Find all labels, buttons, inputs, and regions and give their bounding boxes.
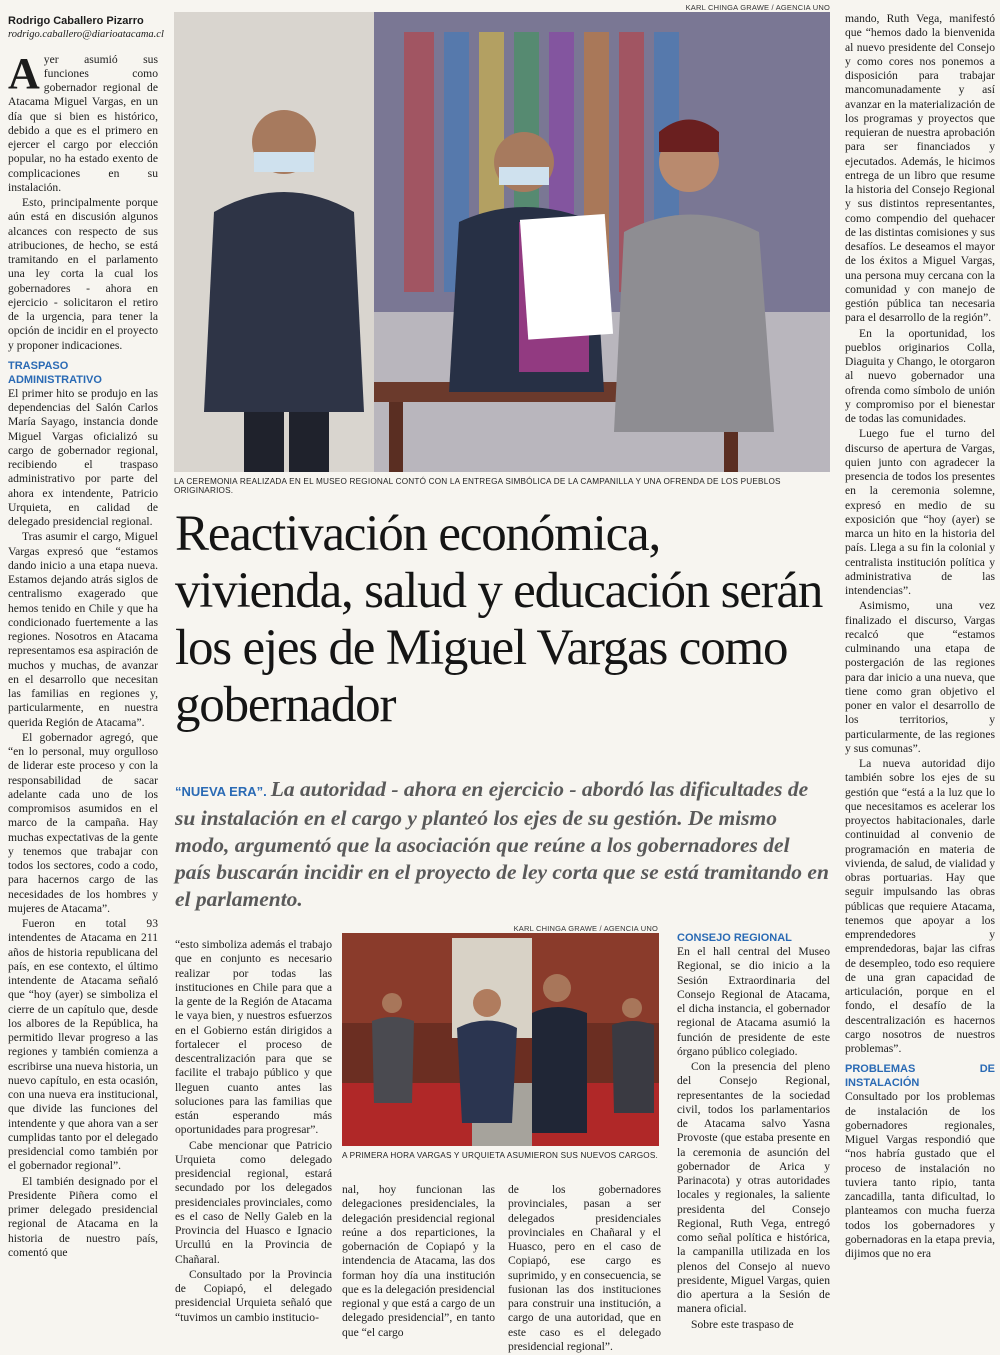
paragraph: El también designado por el Presidente Piñera como el primer delegado presidencial regional de Atacama en la historia de nuestro país, comentó que: [8, 1174, 158, 1259]
column-3: [342, 1183, 495, 1341]
byline-author: Rodrigo Caballero Pizarro: [8, 15, 144, 27]
paragraph: Asimismo, una vez finalizado el discurso, Vargas recalcó que “estamos culminando una etapa de postergación de las regiones para dar inicio a una nueva, que tiene como gran objetivo el poner en valor el desarrollo de los territorios, y particularmente, de las regiones y sus comunas”.: [845, 599, 995, 755]
column-5: [677, 931, 830, 1333]
second-photo: [342, 933, 659, 1146]
main-photo-credit: KARL CHINGA GRAWE / AGENCIA UNO: [685, 3, 830, 12]
section-heading-problemas: PROBLEMAS DE INSTALACIÓN: [845, 1063, 995, 1090]
section-heading-traspaso: TRASPASO ADMINISTRATIVO: [8, 359, 102, 386]
column-1: [8, 14, 164, 1261]
lede-tag: “NUEVA ERA”.: [175, 784, 267, 799]
paragraph: mando, Ruth Vega, manifestó que “hemos dado la bienvenida al nuevo presidente del Consejo y como cores nos ponemos a disposición para trabajar mancomunadamente y así avanzar en la materialización de los programas y proyectos que requieran de nuestra aprobación para ser financiados y ejecutados. Además, le hicimos entrega de un libro que resume la historia del Consejo Regional y sus distintos representantes, como compendio del quehacer de las distintas comisiones y sus desafíos. Le deseamos el mayor de los éxitos a Miguel Vargas, una persona muy cercana con la comunidad y con manejo de gestión pública tan necesaria para el desarrollo de la región”.: [845, 12, 995, 325]
paragraph: El primer hito se produjo en las dependencias del Salón Carlos María Sayago, instancia donde Miguel Vargas oficializó su cargo de gobernador regional, recibiendo el traspaso administrativo por parte del ahora ex intendente, Patricio Urquieta, en calidad de delegado presidencial regional.: [8, 386, 158, 528]
handshake-illustration: [342, 933, 659, 1146]
byline-email: rodrigo.caballero@diarioatacama.cl: [8, 29, 164, 41]
paragraph: Consultado por los problemas de instalación de los gobernadores regionales, Miguel Vargas respondió que “nos habría gustado que el proceso de instalación no tuviera tanto ripio, tanta zancadilla, tanta dificultad, lo planteamos con mucha fuerza todos los gobernadores y gobernadoras en la etapa previa, dijimos que no era: [845, 1090, 995, 1260]
paragraph: El gobernador agregó, que “en lo personal, muy orgulloso de liderar este proceso y con la responsabilidad de sacar adelante cada uno de los compromisos asumidos en el marco de la campaña. Hay muchas expectativas de la gente y tenemos que trabajar con todos los sectores, codo a codo, para hacernos cargo de las necesidades de los hombres y mujeres de Atacama”.: [8, 730, 158, 915]
paragraph: Sobre este traspaso de: [691, 1317, 794, 1331]
paragraph: Luego fue el turno del discurso de apertura de Vargas, quien junto con agradecer la presencia de todos los presentes en la ceremonia solemne, expresó en medio de su exposición que “hoy (ayer) se marca un hito en la historia del país. Llega a su fin la colonial y centralista institución política y administrativa de las intendencias”.: [845, 427, 995, 597]
paragraph: Ayer asumió sus funciones como gobernador regional de Atacama Miguel Vargas, en un día que si bien es histórico, debido a que es el primero en ejercer el cargo por elección popular, no ha estado exento de complicaciones en su instalación.: [8, 48, 158, 194]
paragraph: Tras asumir el cargo, Miguel Vargas expresó que “estamos dando inicio a una etapa nueva. Estamos dejando atrás siglos de centralismo exagerado que hemos tenido en Chile y que ha condicionado fuertemente a las regiones. Nosotros en Atacama representamos esa aspiración de muchos y muchas, de avanzar en el desarrollo que necesitan las familias en regiones y, particularmente, en nuestra querida Región de Atacama”.: [8, 530, 158, 729]
paragraph: de los gobernadores provinciales, pasan a ser delegados presidenciales provinciales en Chañaral y el Huasco, pero en el caso de Copiapó, ese cargo es suprimido, y en consecuencia, se fusionan las dos instituciones para construir una institución, a cargo de una autoridad, que en este caso es el delegado presidencial regional”.: [508, 1183, 661, 1353]
ceremony-illustration: [174, 12, 830, 472]
paragraph: Fueron en total 93 intendentes de Atacama en 211 años de historia republicana del país, en ese contexto, el último intendente de Atacama señaló que “hoy (ayer) se simboliza el cierre de un capítulo que, desde los albores de la República, ha permitido llevar progreso a las regiones y también comienza a escribirse una nueva historia, un nuevo capítulo, en esta ocasión, con una nueva era institucional, que divide las funciones del intendente y que ahora van a ser cumplidas tanto por el delegado presidencial como también por el gobernador regional”.: [8, 917, 158, 1173]
main-photo: [174, 12, 830, 472]
headline: Reactivación económica, vivienda, salud y educación serán los ejes de Miguel Vargas como gobernador: [175, 506, 823, 733]
column-2: [175, 938, 332, 1326]
paragraph: nal, hoy funcionan las delegaciones presidenciales, la delegación presidencial regional reúne a dos reparticiones, la gobernación de Copiapó y la intendencia de Atacama, las dos forman hoy día una institución que es la delegación presidencial regional y que está a cargo de un delegado presidencial”, en tanto que “el cargo: [342, 1183, 495, 1339]
second-photo-caption: A PRIMERA HORA VARGAS Y URQUIETA ASUMIERON SUS NUEVOS CARGOS.: [342, 1151, 658, 1160]
paragraph: Consultado por la Provincia de Copiapó, el delegado presidencial Urquieta señaló que “tuvimos un cambio institucio-: [175, 1267, 332, 1324]
paragraph: En el hall central del Museo Regional, se dio inicio a la Sesión Extraordinaria del Consejo Regional de Atacama, el dicha instancia, el gobernador regional de Atacama asumió la función de presidente de este órgano público colegiado.: [677, 945, 830, 1058]
section-heading-consejo: CONSEJO REGIONAL: [677, 932, 792, 944]
paragraph: Cabe mencionar que Patricio Urquieta como delegado presidencial regional, estará secundado por los delegados presidenciales provinciales, como es el caso de Nelly Galeb en la Provincia del Huasco e Ignacio Urcullú en la Provincia de Chañaral.: [175, 1138, 332, 1266]
column-4: [508, 1183, 661, 1355]
second-photo-credit: KARL CHINGA GRAWE / AGENCIA UNO: [513, 924, 658, 933]
column-6: [845, 12, 995, 1262]
paragraph: Con la presencia del pleno del Consejo Regional, representantes de la sociedad civil, todos los parlamentarios de Atacama salvo Yasna Provoste (que estaba presente en la ceremonia de asunción del gobernador de Arica y Parinacota) y otras autoridades locales y regionales, la saliente presidenta del Consejo Regional, Ruth Vega, entregó como señal política e histórica, la campanilla utilizada en los plenos del Consejo al nuevo presidente, Miguel Vargas, quien dio apertura a la Sesión de manera oficial.: [677, 1060, 830, 1316]
drop-cap: A: [8, 48, 40, 98]
paragraph: La nueva autoridad dijo también sobre los ejes de su gestión que “está a la luz que lo que necesitamos es acelerar los proyectos habitacionales, darle continuidad al convenio de programación en materia de vivienda, de salud, de vialidad y obras portuarias. Hay que seguir impulsando las obras públicas que requiere Atacama, tenemos que apoyar a los emprendedores y emprendedoras, bajar las cifras de desempleo, todo eso requiere de una gran capacidad de articulación, porque en el fondo, el desafío de la descentralización es hacernos cargo nosotros de nuestros problemas”.: [845, 757, 995, 1055]
paragraph: En la oportunidad, los pueblos originarios Colla, Diaguita y Chango, le otorgaron al nuevo gobernador una ofrenda como símbolo de unión y compromiso por el bienestar de todas las comunidades.: [845, 326, 995, 425]
main-photo-caption: LA CEREMONIA REALIZADA EN EL MUSEO REGIONAL CONTÓ CON LA ENTREGA SIMBÓLICA DE LA CAMPANILLA Y UNA OFRENDA DE LOS PUEBLOS ORIGINARIOS.: [174, 477, 781, 495]
lede: [175, 776, 830, 913]
lede-text: La autoridad - ahora en ejercicio - abordó las dificultades de su instalación en el cargo y planteó los ejes de su gestión. De mismo modo, argumentó que la asociación que reúne a los gobernadores del país buscarán incidir en el proyecto de ley corta que se está tramitando en el parlamento.: [175, 777, 829, 911]
paragraph: Esto, principalmente porque aún está en discusión algunos alcances con respecto de sus atribuciones, de hecho, se está tramitando en el parlamento una ley corta la cual los gobernadores - ahora en ejercicio - solicitaron el retiro de la urgencia, para tener la opción de incidir en el proyecto y proponer indicaciones.: [8, 196, 158, 352]
paragraph: “esto simboliza además el trabajo que en conjunto es necesario realizar por todas las instituciones en Chile para que a la gente de la Región de Atacama le vaya bien, y nuestros esfuerzos en el Gobierno están dirigidos a fortalecer el proceso de descentralización para que se facilite el trabajo público y que lleguen cuanto antes las soluciones para las familias que están esperando más oportunidades para progresar”.: [175, 938, 332, 1137]
